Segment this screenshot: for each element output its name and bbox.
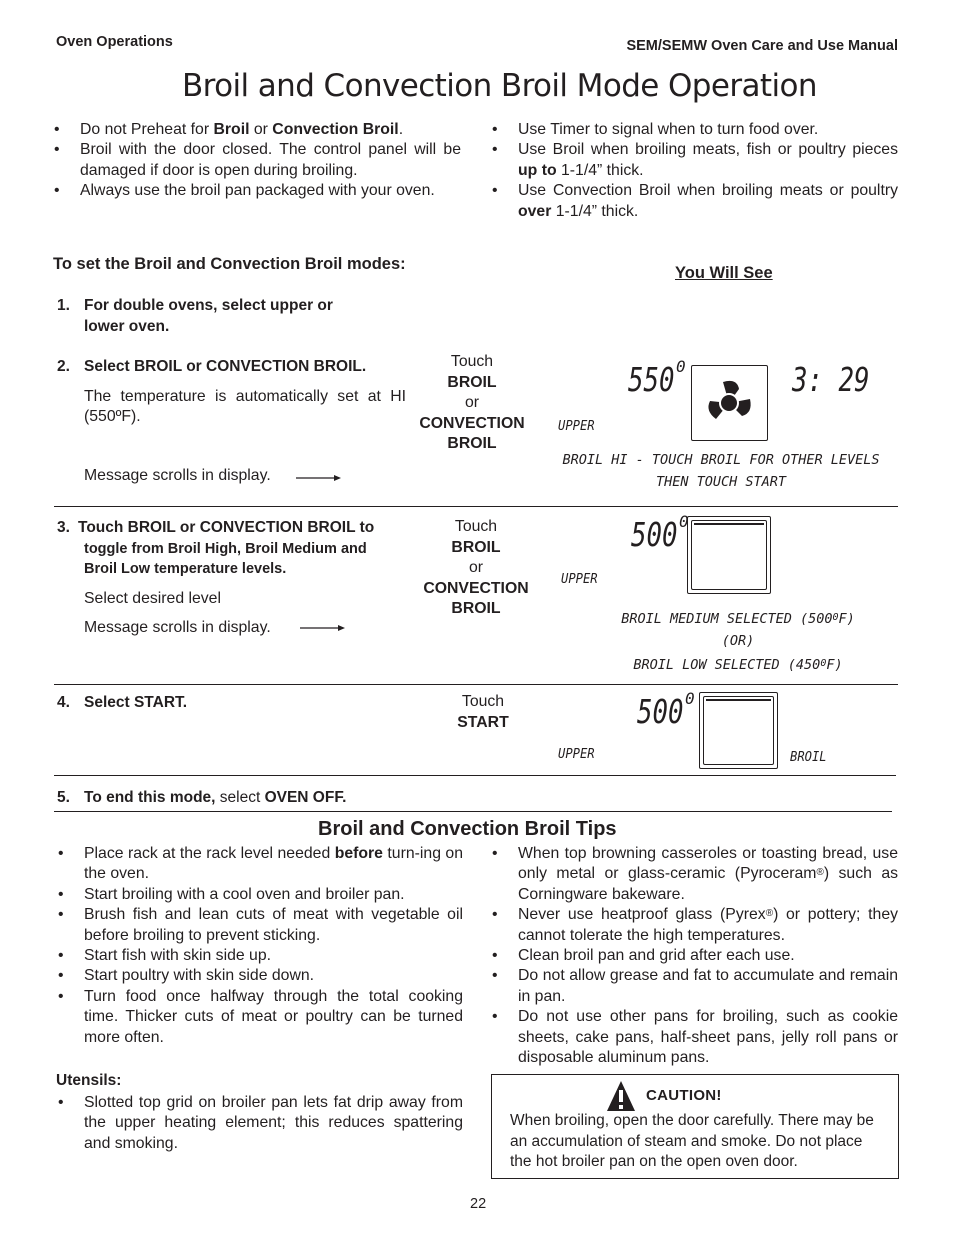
list-item: • Do not Preheat for Broil or Convection Broil. [52,120,461,140]
list-item: • Clean broil pan and grid after each use. [490,946,898,966]
utensils-list [56,1093,463,1154]
page-title: Broil and Convection Broil Mode Operation [182,68,817,104]
display-degree: 0 [685,689,695,708]
display-temperature: 550 [628,360,675,399]
list-item: • Start broiling with a cool oven and broiler pan. [56,885,463,905]
display-oven-label: UPPER [558,746,595,762]
display-degree: 0 [676,357,686,376]
step-5-text: To end this mode, select OVEN OFF. [84,789,347,806]
arrow-right-icon [296,472,342,484]
list-item: • When top browning casseroles or toasting bread, use only metal or glass-ceramic (Pyroceram®) such as Corningware bakeware. [490,844,898,905]
list-item: • Turn food once halfway through the total cooking time. Thicker cuts of meat or poultry can be turned more often. [56,987,463,1048]
page-number: 22 [470,1196,487,1212]
arrow-right-icon [300,622,346,634]
display-degree: 0 [679,512,689,531]
step-3-number: 3. [57,519,70,536]
touch-start-label: Touch START [457,693,509,731]
touch-broil-label: Touch BROIL or CONVECTION BROIL [419,353,525,453]
warning-icon [606,1080,636,1112]
step-1-number: 1. [57,297,70,314]
touch-broil-toggle-label: Touch BROIL or CONVECTION BROIL [423,518,529,618]
display-clock: 3: 29 [792,360,870,399]
display-scroll-message: BROIL MEDIUM SELECTED $(500^0F)$ (OR) BROIL LOW SELECTED $(450^0F)$ [621,611,855,673]
step-4-title: Select START. [84,694,188,711]
display-oven-label: UPPER [561,571,598,587]
list-item: • Broil with the door closed. The control panel will be damaged if door is open during broiling. [52,140,461,181]
section-heading: To set the Broil and Convection Broil modes: [53,255,406,273]
header-section: Oven Operations [56,34,173,50]
list-item: • Start poultry with skin side down. [56,966,463,986]
list-item: • Always use the broil pan packaged with your oven. [52,181,461,201]
header-manual-title: SEM/SEMW Oven Care and Use Manual [626,38,898,54]
caution-title: CAUTION! [646,1087,722,1104]
step-3-title: Touch BROIL or CONVECTION BROIL to [78,519,375,536]
you-will-see-heading: You Will See [675,264,773,282]
divider [54,811,892,812]
tips-list-left [56,844,463,1048]
divider [54,684,898,685]
step-4-number: 4. [57,694,70,711]
list-item: • Use Broil when broiling meats, fish or poultry pieces up to 1-1/4” thick. [490,140,898,181]
divider [54,775,896,776]
caution-text: When broiling, open the door carefully. There may be an accumulation of steam and smoke. Do not place the hot broiler pan on the open oven door. [510,1112,874,1171]
step-2-body: The temperature is automatically set at HI (550ºF). [84,388,406,426]
oven-broil-element-icon [687,516,771,594]
display-temperature: 500 [637,692,684,731]
intro-list-left [52,120,461,202]
list-item: • Do not use other pans for broiling, such as cookie sheets, cake pans, half-sheet pans, jelly roll pans or disposable aluminum pans. [490,1007,898,1068]
list-item: • Do not allow grease and fat to accumulate and remain in pan. [490,966,898,1007]
list-item: • Use Timer to signal when to turn food over. [490,120,898,140]
divider [54,506,898,507]
display-scroll-message: BROIL HI - TOUCH BROIL FOR OTHER LEVELS THEN TOUCH START [562,452,880,490]
caution-box [491,1074,899,1179]
step-2-number: 2. [57,358,70,375]
fan-icon [691,365,768,441]
list-item: • Place rack at the rack level needed before turn-ing on the oven. [56,844,463,885]
display-mode-label: BROIL [790,749,827,765]
step-1-text: For double ovens, select upper or lower oven. [84,297,333,335]
list-item: • Start fish with skin side up. [56,946,463,966]
display-oven-label: UPPER [558,418,595,434]
list-item: • Brush fish and lean cuts of meat with vegetable oil before broiling to prevent sticking. [56,905,463,946]
list-item: • Slotted top grid on broiler pan lets fat drip away from the upper heating element; this reduces spattering and smoking. [56,1093,463,1154]
utensils-heading: Utensils: [56,1072,122,1089]
step-3-body: Select desired level [84,590,221,607]
tips-heading: Broil and Convection Broil Tips [318,818,617,840]
step-2-message: Message scrolls in display. [84,467,271,484]
step-2-title: Select BROIL or CONVECTION BROIL. [84,358,367,375]
step-3-subtext: toggle from Broil High, Broil Medium and Broil Low temperature levels. [84,541,367,577]
intro-list-right [490,120,898,222]
display-temperature: 500 [631,515,678,554]
list-item: • Use Convection Broil when broiling meats or poultry over 1-1/4” thick. [490,181,898,222]
step-3-message: Message scrolls in display. [84,619,271,636]
step-5-number: 5. [57,789,70,806]
oven-broil-element-icon [699,692,778,769]
tips-list-right [490,844,898,1068]
list-item: • Never use heatproof glass (Pyrex®) or pottery; they cannot tolerate the high temperatures. [490,905,898,946]
